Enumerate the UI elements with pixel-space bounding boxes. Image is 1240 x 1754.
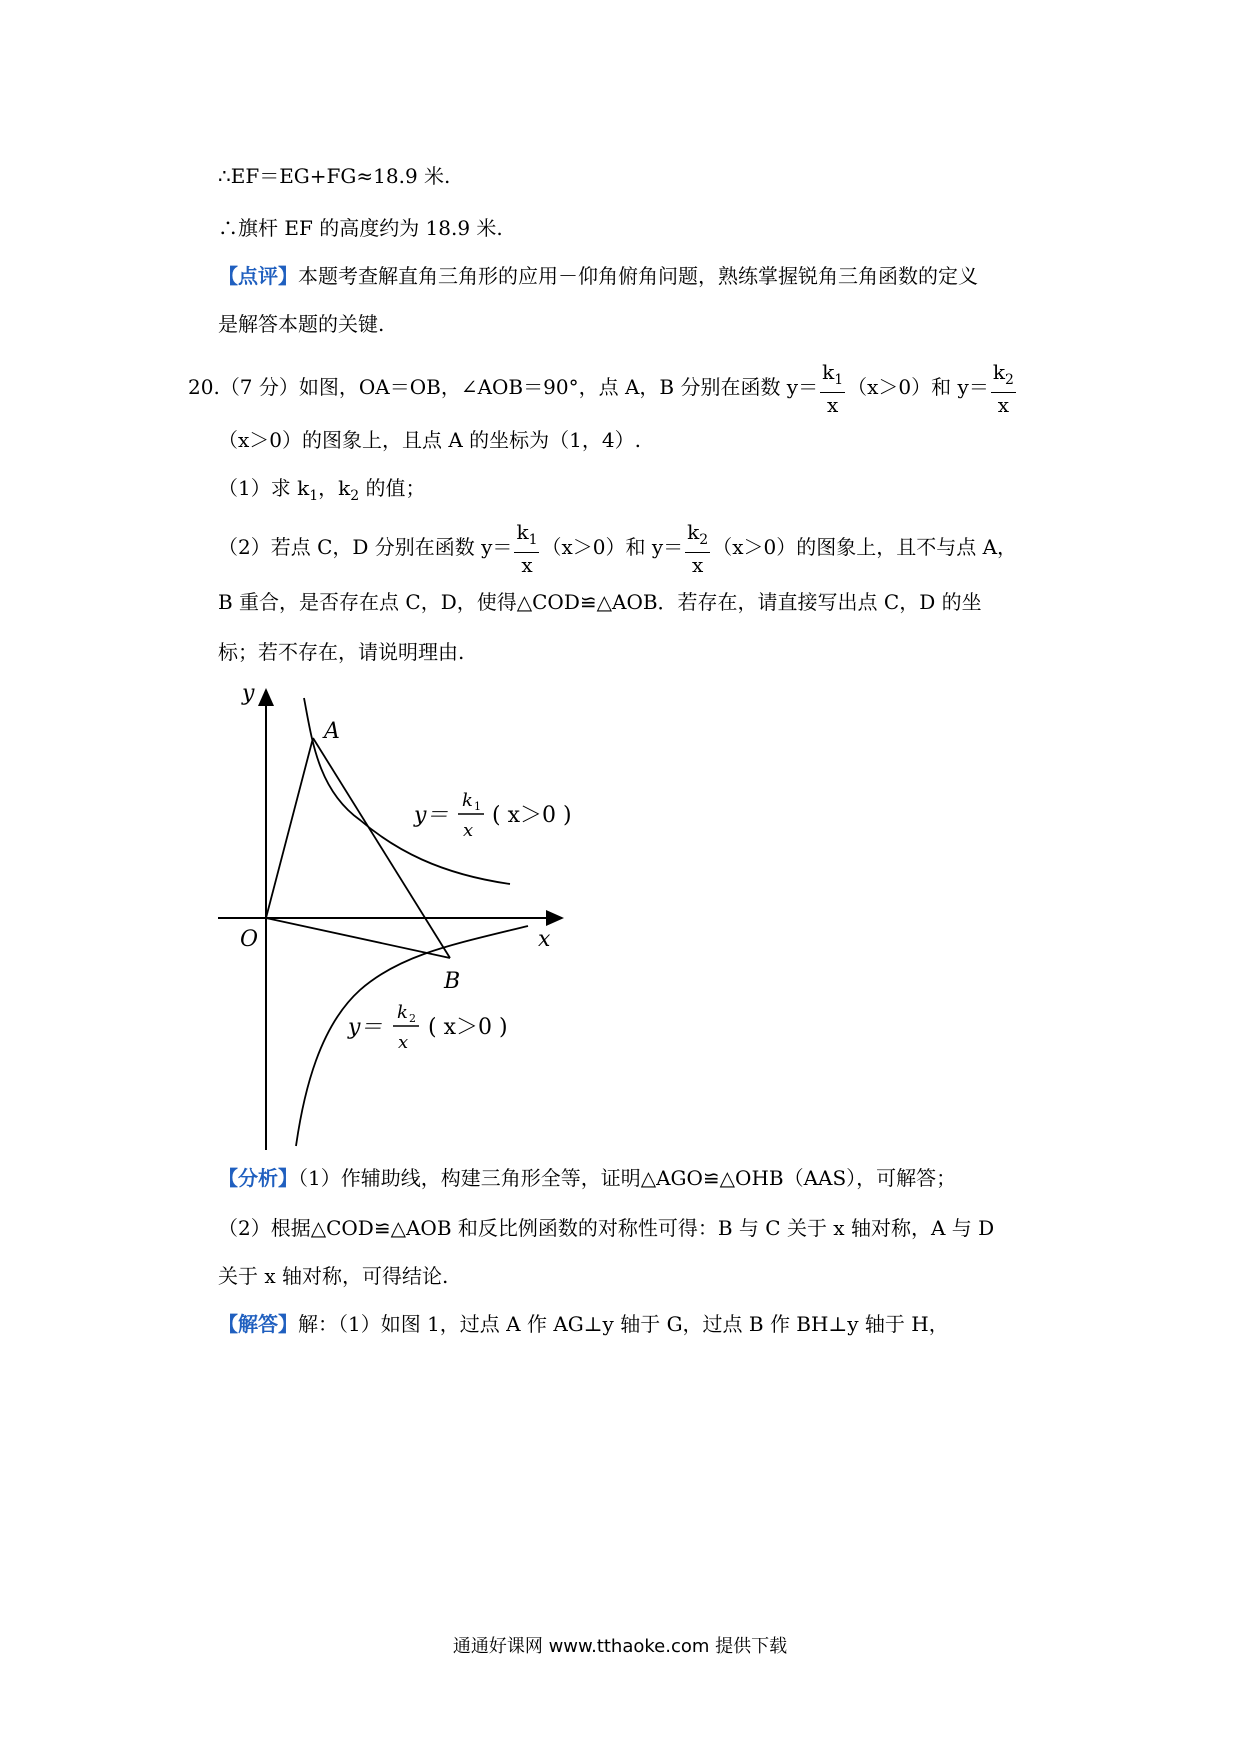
answer-paragraph: 【解答】解：（1）如图 1，过点 A 作 AG⊥y 轴于 G，过点 B 作 BH⊥y 轴于 H， — [218, 1312, 949, 1336]
origin-label: O — [240, 927, 259, 952]
analysis-line-3: 关于 x 轴对称，可得结论. — [218, 1264, 449, 1288]
question-2-line-2: B 重合，是否存在点 C，D，使得△COD≌△AOB．若存在，请直接写出点 C，D 的坐 — [218, 590, 982, 614]
fraction-k2-over-x: $\frac{k_2}{x}$ — [992, 360, 1014, 417]
function-graph-figure — [200, 670, 600, 1150]
question-2-line-3: 标；若不存在，请说明理由. — [218, 640, 465, 664]
problem-line-2: （x＞0）的图象上，且点 A 的坐标为（1，4）. — [218, 428, 641, 452]
conclusion-line-1: ∴EF＝EG+FG≈18.9 米. — [218, 164, 451, 188]
y-axis-label: y — [242, 681, 255, 706]
svg-text:2: 2 — [409, 1012, 416, 1025]
segment-ab — [313, 738, 450, 958]
svg-text:1: 1 — [474, 800, 481, 813]
svg-text:y＝: y＝ — [348, 1015, 383, 1040]
problem-number: 20. — [188, 375, 220, 399]
svg-text:k: k — [397, 1002, 408, 1023]
page-footer: 通通好课网 www.tthaoke.com 提供下载 — [452, 1636, 788, 1657]
svg-text:y＝: y＝ — [414, 803, 449, 828]
curve1-label — [413, 790, 572, 841]
svg-text:x: x — [463, 820, 474, 841]
analysis-label: 【分析】 — [218, 1166, 298, 1190]
question-1: （1）求 $k_1$，$k_2$ 的值； — [218, 476, 426, 504]
answer-label: 【解答】 — [218, 1312, 298, 1336]
fraction-k2-over-x-q2: $\frac{k_2}{x}$ — [687, 520, 709, 577]
comment-paragraph — [218, 260, 978, 289]
point-a-label: A — [324, 719, 340, 744]
fraction-k1-over-x-q2: $\frac{k_1}{x}$ — [516, 520, 538, 577]
curve2-label — [347, 1002, 508, 1053]
analysis-line-2: （2）根据△COD≌△AOB 和反比例函数的对称性可得：B 与 C 关于 x 轴对称，A 与 D — [218, 1216, 995, 1240]
comment-text-2: 是解答本题的关键. — [218, 312, 385, 336]
problem-line-1: 20.（7 分）如图，OA＝OB，∠AOB＝90°，点 A，B 分别在函数 y＝ $\frac{k_1}{x}$ （x＞0）和 y＝ $\frac{k_2}{x}$ — [188, 360, 1014, 417]
segment-ob — [266, 918, 450, 958]
svg-text:( x＞0 ): ( x＞0 ) — [492, 803, 572, 828]
question-2: （2）若点 C，D 分别在函数 y＝ $\frac{k_1}{x}$ （x＞0）和 y＝ $\frac{k_2}{x}$ （x＞0）的图象上，且不与点 A， — [218, 520, 1018, 577]
comment-label: 【点评】 — [218, 264, 298, 288]
x-axis-label: x — [538, 927, 551, 952]
svg-text:x: x — [398, 1032, 409, 1053]
segment-oa — [266, 738, 313, 918]
conclusion-line-2: ∴旗杆 EF 的高度约为 18.9 米. — [218, 216, 503, 240]
fraction-k1-over-x: $\frac{k_1}{x}$ — [822, 360, 844, 417]
analysis-paragraph: 【分析】（1）作辅助线，构建三角形全等，证明△AGO≌△OHB（AAS），可解答； — [218, 1166, 957, 1190]
comment-text: 本题考查解直角三角形的应用－仰角俯角问题，熟练掌握锐角三角函数的定义 — [298, 264, 978, 288]
svg-text:( x＞0 ): ( x＞0 ) — [428, 1015, 508, 1040]
point-b-label: B — [444, 969, 461, 994]
svg-text:k: k — [462, 790, 473, 811]
